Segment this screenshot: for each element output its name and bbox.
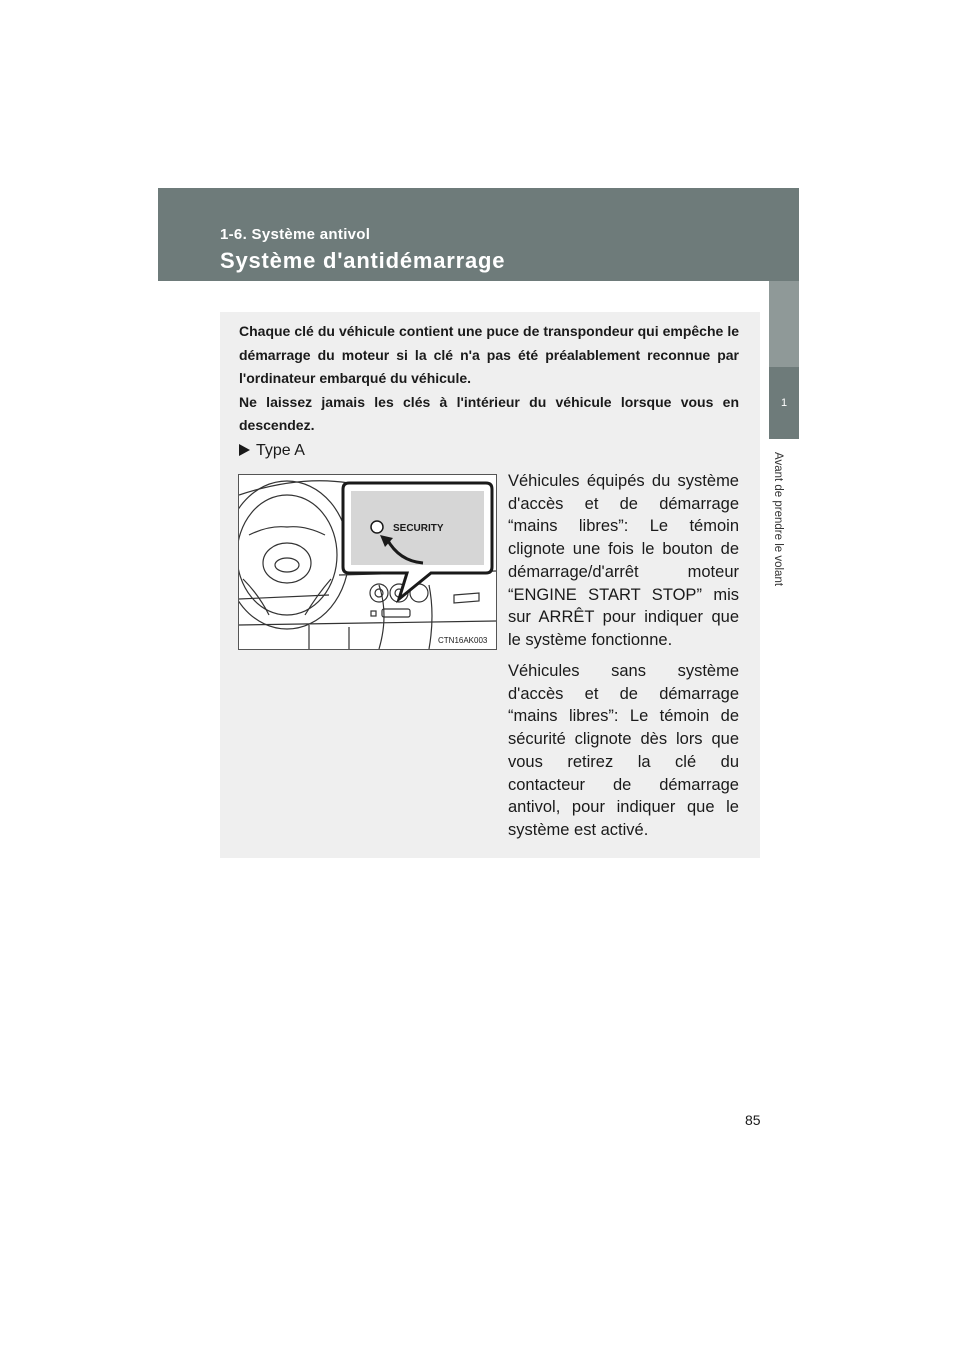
security-indicator-icon — [371, 521, 383, 533]
content-box — [220, 312, 760, 858]
chapter-label: Avant de prendre le volant — [772, 452, 784, 587]
dashboard-drawing — [239, 475, 496, 649]
chapter-header — [158, 188, 799, 281]
type-label: Type A — [256, 442, 305, 459]
intro-paragraph: Chaque clé du véhicule contient une puce de transpondeur qui empêche le démarrage du moteur si la clé n'a pas été préalablement reconnue par l'ordinateur embarqué du véhicule. — [239, 323, 739, 386]
body-paragraph: Véhicules sans système d'accès et de démarrage “mains libres”: Le témoin de sécurité clignote dès lors que vous retirez la clé du contacteur de démarrage antivol, pour indiquer que le système est activé. — [508, 662, 739, 839]
section-heading: 1-6. Système antivol — [220, 226, 371, 243]
intro-paragraph: Ne laissez jamais les clés à l'intérieur du véhicule lorsque vous en descendez. — [239, 393, 739, 433]
intro-text — [239, 320, 739, 438]
page-number: 85 — [745, 1112, 761, 1128]
steering-wheel-icon — [239, 481, 349, 629]
figure-code: CTN16AK003 — [438, 636, 488, 645]
chapter-tab — [769, 367, 799, 439]
chapter-number: 1 — [780, 397, 788, 409]
body-paragraph: Véhicules équipés du système d'accès et de démarrage “mains libres”: Le témoin clignote une fois le bouton de démarrage/d'arrêt moteur “ENGINE START STOP” mis sur ARRÊT pour indiquer que le système fonctionne. — [508, 472, 739, 649]
body-paragraph-1 — [508, 470, 739, 652]
body-paragraph-2 — [508, 660, 739, 842]
page-title: Système d'antidémarrage — [220, 248, 506, 273]
indicator-label: SECURITY — [393, 523, 444, 534]
triangle-bullet-icon — [239, 444, 250, 456]
dashboard-illustration — [238, 474, 497, 650]
side-tab-bar — [769, 281, 799, 367]
type-heading — [239, 442, 305, 460]
